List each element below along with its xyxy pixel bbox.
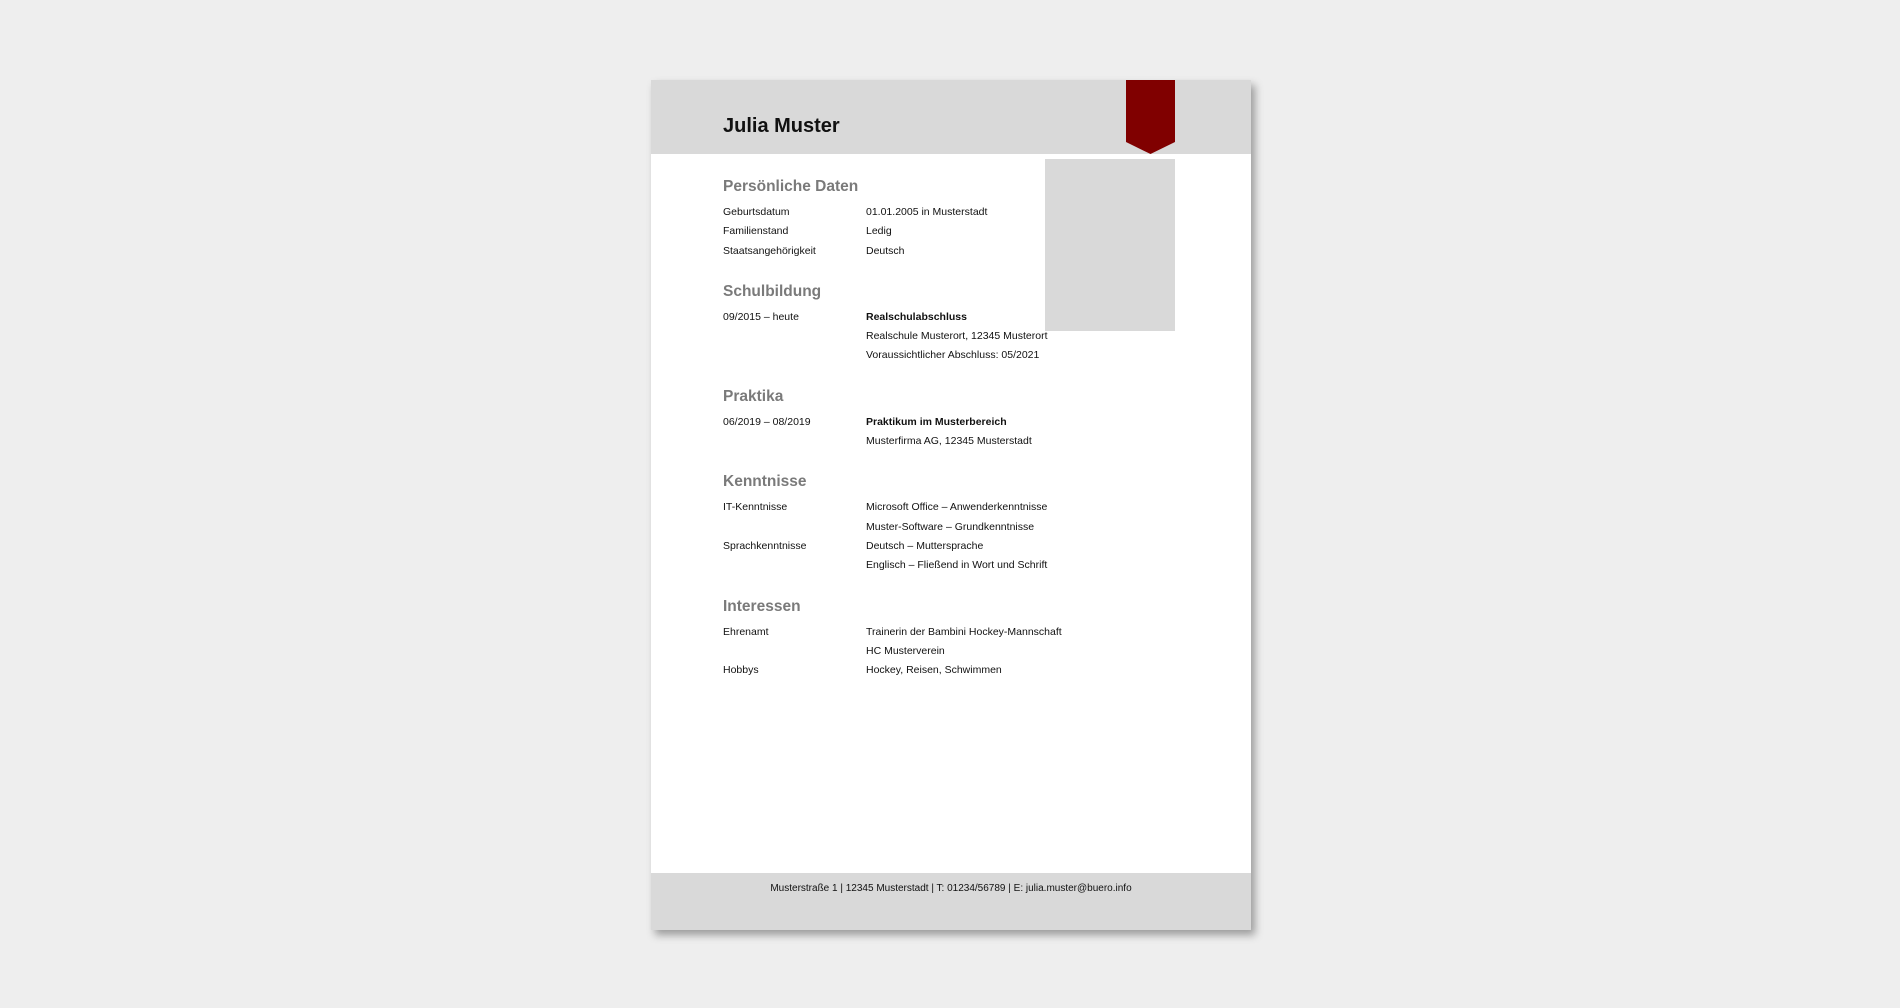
language-skill: Englisch – Fließend in Wort und Schrift [866,559,1048,572]
bookmark-ribbon-icon [1126,80,1175,154]
section-title-skills: Kenntnisse [723,473,807,491]
section-title-personal: Persönliche Daten [723,178,859,195]
row-label: Familienstand [723,225,789,238]
it-skills-label: IT-Kenntnisse [723,501,788,514]
internship-position: Praktikum im Musterbereich [866,415,1007,428]
row-label-empty [723,346,866,365]
internship-company: Musterfirma AG, 12345 Musterstadt [866,435,1032,448]
interests-row [723,661,1163,680]
row-label-empty [723,518,866,537]
school-row [723,327,1163,346]
hobbies-label: Hobbys [723,664,759,677]
it-skill: Microsoft Office – Anwenderkenntnisse [866,501,1048,514]
row-label: Geburtsdatum [723,206,790,218]
personal-row [723,242,1163,261]
section-internships [723,387,1163,452]
section-title-internships: Praktika [723,387,784,405]
section-personal-data [723,177,1163,261]
applicant-name: Julia Muster [723,115,840,137]
school-row [723,346,1163,365]
school-degree: Realschulabschluss [866,310,967,323]
cv-page [651,80,1251,930]
school-name: Realschule Musterort, 12345 Musterort [866,330,1048,343]
section-school [723,282,1163,366]
section-title-interests: Interessen [723,597,801,615]
skills-row [723,537,1163,556]
personal-row [723,203,1163,222]
internship-row [723,432,1163,451]
row-label-empty [723,432,866,451]
row-label-empty [723,556,866,575]
internship-period: 06/2019 – 08/2019 [723,415,811,428]
it-skill: Muster-Software – Grundkenntnisse [866,520,1035,533]
skills-row [723,556,1163,575]
hobbies-value: Hockey, Reisen, Schwimmen [866,664,1002,677]
interests-row [723,642,1163,661]
skills-row [723,498,1163,517]
skills-row [723,518,1163,537]
volunteer-item: HC Musterverein [866,644,945,657]
row-label: Staatsangehörigkeit [723,244,816,257]
row-value: Deutsch [866,244,905,257]
row-value: 01.01.2005 in Musterstadt [866,206,988,218]
footer-band [651,873,1251,930]
interests-row [723,623,1163,642]
school-period: 09/2015 – heute [723,310,799,323]
school-row [723,308,1163,327]
section-title-school: Schulbildung [723,282,822,300]
personal-row [723,222,1163,241]
language-skill: Deutsch – Muttersprache [866,539,984,552]
internship-row [723,413,1163,432]
section-interests [723,597,1163,681]
volunteer-label: Ehrenamt [723,625,769,638]
row-value: Ledig [866,225,892,238]
row-label-empty [723,642,866,661]
volunteer-item: Trainerin der Bambini Hockey-Mannschaft [866,625,1062,638]
language-skills-label: Sprachkenntnisse [723,539,807,552]
cv-content [723,177,1163,701]
school-expected-graduation: Voraussichtlicher Abschluss: 05/2021 [866,349,1040,362]
row-label-empty [723,327,866,346]
footer-contact: Musterstraße 1 | 12345 Musterstadt | T: 01234/56789 | E: julia.muster@buero.info [770,883,1132,894]
section-skills [723,472,1163,575]
